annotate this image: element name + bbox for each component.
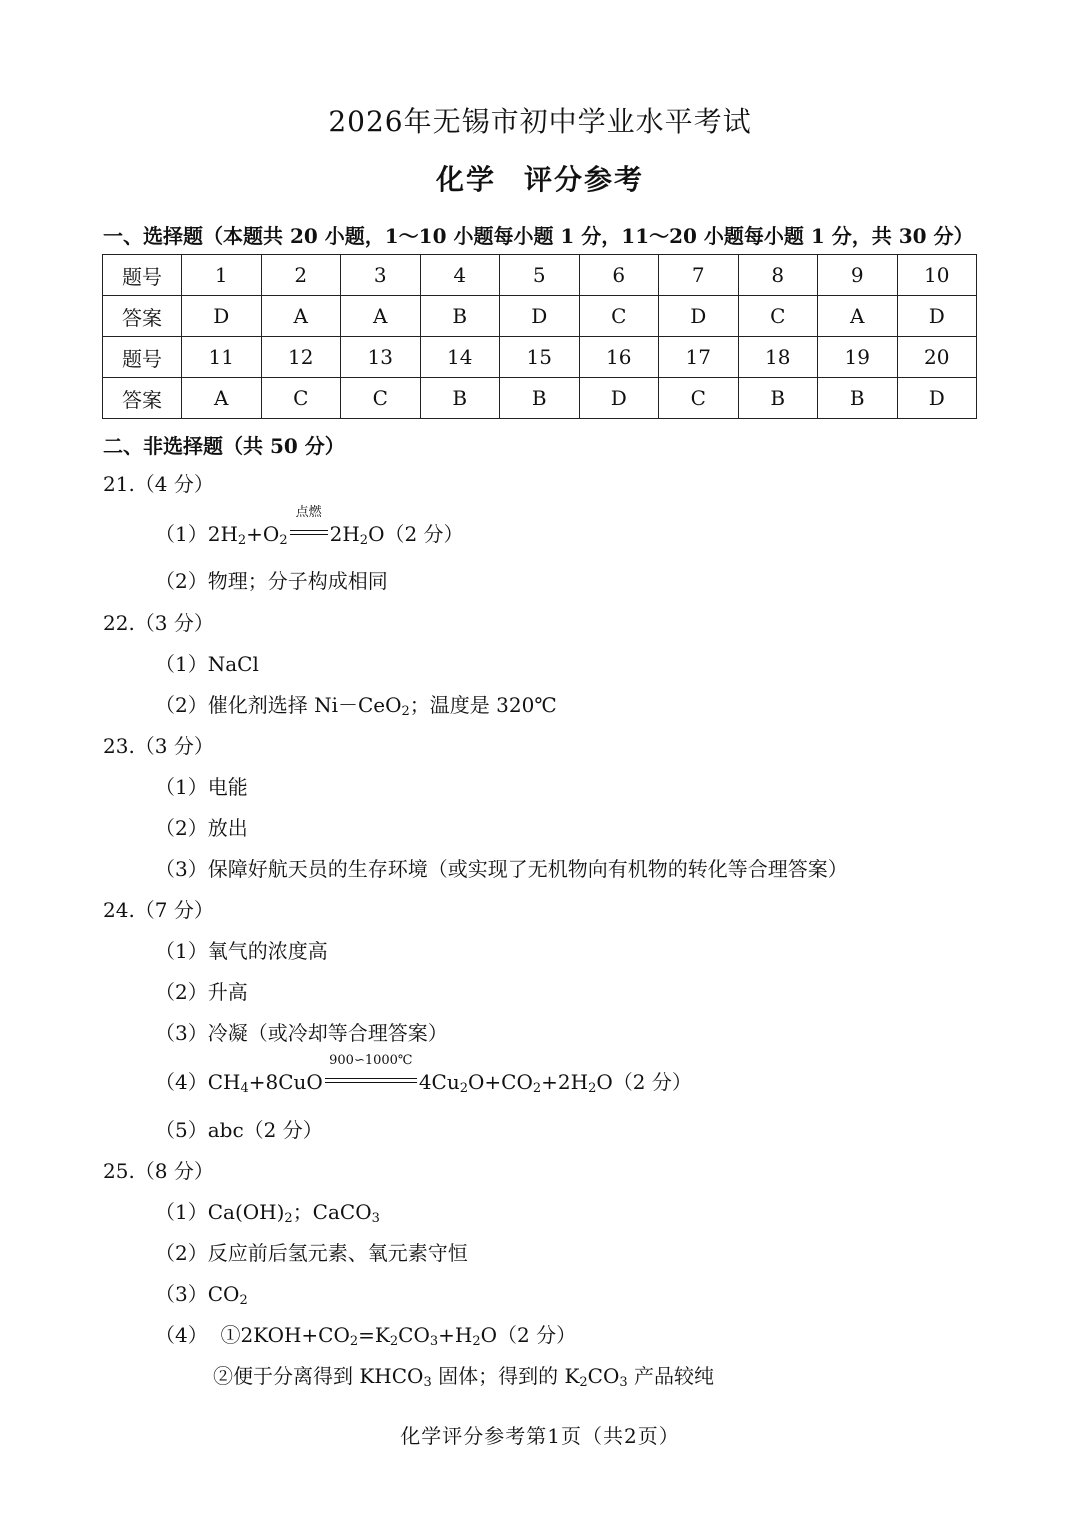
table-cell: 11 [182,337,262,378]
table-cell: B [420,378,500,419]
q24-part1: （1）氧气的浓度高 [155,939,328,963]
table-cell: 16 [579,337,659,378]
q25-part4-2: ②便于分离得到 $KHCO_3$ 固体；得到的 $K_2CO_3$ 产品较纯 [213,1364,715,1390]
table-cell: 20 [897,337,977,378]
row-label: 题号 [103,337,182,378]
table-cell: 5 [500,255,580,296]
table-cell: D [182,296,262,337]
reaction-condition-arrow: 点燃 [290,521,328,547]
table-row [103,337,977,378]
table-cell: B [420,296,500,337]
table-cell: 10 [897,255,977,296]
table-cell: 2 [261,255,341,296]
q25-part4: （4） $①2KOH+CO_2=K_2CO_3+H_2O(2$ 分） [155,1323,577,1349]
page-subtitle [0,158,1080,198]
table-cell: 15 [500,337,580,378]
q25-part2: （2）反应前后氢元素、氧元素守恒 [155,1241,468,1265]
table-row [103,296,977,337]
q22-part2: （2）催化剂选择 Ni－CeO$_2$；温度是 320℃ [155,693,557,719]
table-cell: 12 [261,337,341,378]
table-cell: D [659,296,739,337]
table-cell: C [341,378,421,419]
answer-table [102,254,977,419]
q22-heading: 22.（3 分） [103,611,214,635]
section2-heading: 二、非选择题（共 50 分） [103,434,345,458]
table-cell: A [818,296,898,337]
q23-part3: （3）保障好航天员的生存环境（或实现了无机物向有机物的转化等合理答案） [155,857,848,881]
table-cell: 1 [182,255,262,296]
table-cell: 18 [738,337,818,378]
q24-part4: $(4)CH_4+8CuO$ 900∽1000℃ $4Cu_2O+CO_2+2H_2O(2$ 分） [155,1053,692,1096]
table-cell: B [818,378,898,419]
q25-heading: 25.（8 分） [103,1159,214,1183]
q21-part1: $(1)2H_2+O_2$ 点燃 $2H_2O(2$ 分） [155,505,464,548]
q24-part2: （2）升高 [155,980,248,1004]
table-cell: A [261,296,341,337]
table-cell: C [579,296,659,337]
table-cell: C [738,296,818,337]
q24-part3: （3）冷凝（或冷却等合理答案） [155,1021,448,1045]
subject-label: 化学 [435,163,496,196]
q23-part2: （2）放出 [155,816,248,840]
table-cell: 14 [420,337,500,378]
page-footer: 化学评分参考第1页（共2页） [400,1424,680,1448]
q22-part1: （1）NaCl [155,652,259,676]
doc-type-label: 评分参考 [524,163,645,196]
row-label: 题号 [103,255,182,296]
table-row [103,255,977,296]
table-cell: 4 [420,255,500,296]
table-cell: 7 [659,255,739,296]
q25-part3: $(3)CO_2$ [155,1282,248,1308]
table-cell: D [897,296,977,337]
table-cell: 3 [341,255,421,296]
table-cell: B [500,378,580,419]
q24-part5: （5）abc（2 分） [155,1118,323,1142]
q21-part2: （2）物理；分子构成相同 [155,569,388,593]
table-cell: 9 [818,255,898,296]
table-cell: 17 [659,337,739,378]
table-cell: D [897,378,977,419]
table-cell: C [261,378,341,419]
section1-heading: 一、选择题（本题共 20 小题，1～10 小题每小题 1 分，11～20 小题每小题 1 分，共 30 分） [103,224,974,248]
table-cell: D [579,378,659,419]
page-title: 2026年无锡市初中学业水平考试 [328,105,752,138]
table-cell: A [341,296,421,337]
table-cell: B [738,378,818,419]
table-cell: C [659,378,739,419]
row-label: 答案 [103,296,182,337]
q25-part1: $(1)Ca(OH)_2$；CaCO$_3$ [155,1200,380,1226]
table-cell: 13 [341,337,421,378]
table-cell: D [500,296,580,337]
table-cell: 8 [738,255,818,296]
row-label: 答案 [103,378,182,419]
q23-part1: （1）电能 [155,775,248,799]
table-cell: 19 [818,337,898,378]
q23-heading: 23.（3 分） [103,734,214,758]
reaction-condition-arrow: 900∽1000℃ [325,1069,417,1095]
table-cell: A [182,378,262,419]
table-row [103,378,977,419]
q21-heading: 21.（4 分） [103,472,214,496]
q24-heading: 24.（7 分） [103,898,214,922]
table-cell: 6 [579,255,659,296]
